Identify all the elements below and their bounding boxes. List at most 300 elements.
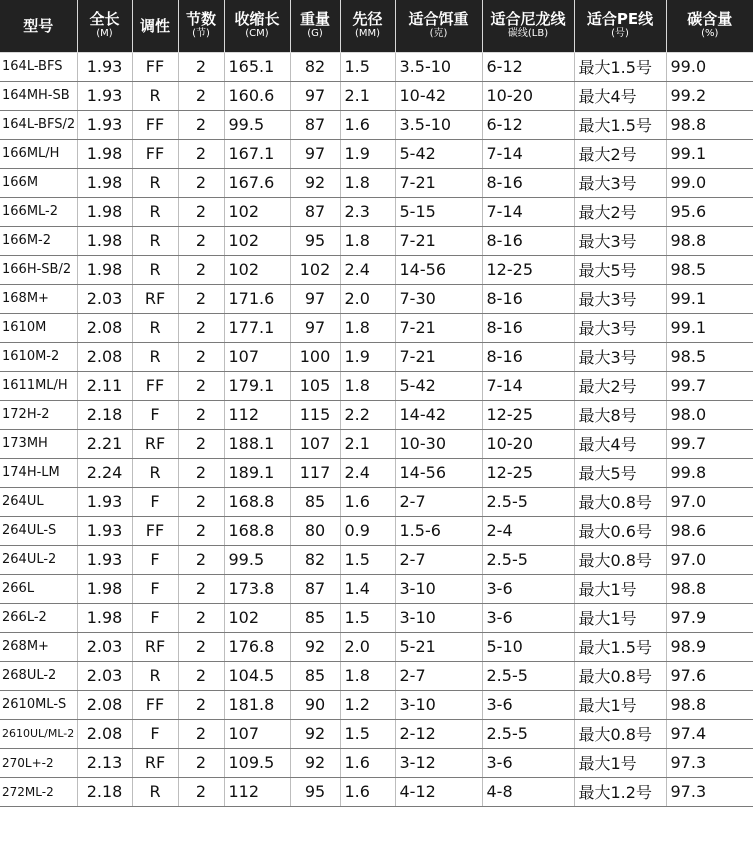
cell-carbon-content: 97.3: [666, 777, 753, 806]
cell-weight: 87: [290, 197, 340, 226]
cell-closed-length: 173.8: [224, 574, 290, 603]
cell-closed-length: 167.1: [224, 139, 290, 168]
cell-weight: 97: [290, 313, 340, 342]
cell-model: 174H-LM: [0, 458, 77, 487]
cell-lure-weight: 10-42: [395, 81, 482, 110]
cell-total-length: 1.93: [77, 516, 132, 545]
cell-nylon-line: 3-6: [482, 690, 574, 719]
cell-action: RF: [132, 284, 178, 313]
cell-action: R: [132, 168, 178, 197]
cell-carbon-content: 97.0: [666, 545, 753, 574]
cell-model: 1610M: [0, 313, 77, 342]
cell-weight: 117: [290, 458, 340, 487]
header-label: 适合饵重: [408, 10, 469, 29]
cell-lure-weight: 3.5-10: [395, 52, 482, 81]
cell-lure-weight: 3-12: [395, 748, 482, 777]
cell-action: F: [132, 545, 178, 574]
cell-tip-diameter: 1.6: [340, 487, 395, 516]
cell-sections: 2: [178, 574, 224, 603]
cell-total-length: 1.98: [77, 139, 132, 168]
cell-tip-diameter: 2.2: [340, 400, 395, 429]
cell-model: 166M: [0, 168, 77, 197]
cell-total-length: 1.93: [77, 81, 132, 110]
cell-weight: 95: [290, 777, 340, 806]
cell-lure-weight: 5-42: [395, 139, 482, 168]
cell-pe-line: 最大1.5号: [574, 632, 666, 661]
cell-tip-diameter: 1.6: [340, 777, 395, 806]
header-unit: (M): [96, 28, 113, 40]
cell-pe-line: 最大1.5号: [574, 52, 666, 81]
table-row: [0, 574, 753, 603]
cell-model: 166ML-2: [0, 197, 77, 226]
cell-lure-weight: 3.5-10: [395, 110, 482, 139]
cell-weight: 97: [290, 284, 340, 313]
table-row: [0, 545, 753, 574]
cell-sections: 2: [178, 168, 224, 197]
cell-carbon-content: 99.0: [666, 168, 753, 197]
cell-weight: 85: [290, 603, 340, 632]
cell-carbon-content: 98.5: [666, 255, 753, 284]
cell-total-length: 2.08: [77, 342, 132, 371]
cell-nylon-line: 3-6: [482, 574, 574, 603]
cell-weight: 85: [290, 487, 340, 516]
cell-model: 2610ML-S: [0, 690, 77, 719]
cell-nylon-line: 2.5-5: [482, 661, 574, 690]
cell-sections: 2: [178, 545, 224, 574]
cell-carbon-content: 99.8: [666, 458, 753, 487]
header-weight: [290, 0, 340, 52]
cell-nylon-line: 10-20: [482, 81, 574, 110]
cell-closed-length: 112: [224, 777, 290, 806]
cell-lure-weight: 5-42: [395, 371, 482, 400]
cell-pe-line: 最大2号: [574, 371, 666, 400]
table-row: [0, 284, 753, 313]
cell-lure-weight: 14-42: [395, 400, 482, 429]
cell-tip-diameter: 1.8: [340, 371, 395, 400]
cell-carbon-content: 98.9: [666, 632, 753, 661]
header-sections: [178, 0, 224, 52]
cell-sections: 2: [178, 661, 224, 690]
cell-total-length: 1.93: [77, 487, 132, 516]
cell-total-length: 2.18: [77, 777, 132, 806]
cell-tip-diameter: 1.2: [340, 690, 395, 719]
cell-nylon-line: 12-25: [482, 458, 574, 487]
header-unit: (节): [192, 28, 210, 40]
cell-weight: 82: [290, 52, 340, 81]
table-row: [0, 168, 753, 197]
cell-model: 172H-2: [0, 400, 77, 429]
cell-action: RF: [132, 632, 178, 661]
cell-model: 164L-BFS/2: [0, 110, 77, 139]
cell-action: F: [132, 487, 178, 516]
table-row: [0, 342, 753, 371]
cell-model: 166ML/H: [0, 139, 77, 168]
cell-lure-weight: 3-10: [395, 603, 482, 632]
cell-tip-diameter: 1.9: [340, 139, 395, 168]
cell-carbon-content: 99.1: [666, 284, 753, 313]
cell-sections: 2: [178, 719, 224, 748]
cell-pe-line: 最大3号: [574, 168, 666, 197]
cell-lure-weight: 14-56: [395, 255, 482, 284]
table-row: [0, 458, 753, 487]
cell-carbon-content: 98.5: [666, 342, 753, 371]
header-action: [132, 0, 178, 52]
cell-action: FF: [132, 52, 178, 81]
header-label: 适合PE线: [586, 10, 654, 29]
cell-pe-line: 最大0.6号: [574, 516, 666, 545]
cell-sections: 2: [178, 458, 224, 487]
cell-total-length: 1.93: [77, 110, 132, 139]
cell-lure-weight: 7-21: [395, 313, 482, 342]
table-row: [0, 661, 753, 690]
cell-total-length: 2.18: [77, 400, 132, 429]
cell-tip-diameter: 1.6: [340, 110, 395, 139]
cell-pe-line: 最大3号: [574, 284, 666, 313]
cell-nylon-line: 12-25: [482, 400, 574, 429]
table-row: [0, 110, 753, 139]
cell-model: 1611ML/H: [0, 371, 77, 400]
cell-weight: 100: [290, 342, 340, 371]
cell-sections: 2: [178, 748, 224, 777]
table-row: [0, 371, 753, 400]
cell-tip-diameter: 2.1: [340, 81, 395, 110]
cell-sections: 2: [178, 371, 224, 400]
cell-closed-length: 168.8: [224, 487, 290, 516]
cell-lure-weight: 1.5-6: [395, 516, 482, 545]
cell-nylon-line: 7-14: [482, 139, 574, 168]
cell-action: F: [132, 603, 178, 632]
cell-pe-line: 最大1.5号: [574, 110, 666, 139]
cell-model: 168M+: [0, 284, 77, 313]
cell-tip-diameter: 2.0: [340, 632, 395, 661]
table-row: [0, 197, 753, 226]
cell-total-length: 2.11: [77, 371, 132, 400]
cell-sections: 2: [178, 197, 224, 226]
cell-tip-diameter: 0.9: [340, 516, 395, 545]
cell-action: R: [132, 197, 178, 226]
cell-lure-weight: 10-30: [395, 429, 482, 458]
cell-action: R: [132, 661, 178, 690]
cell-closed-length: 168.8: [224, 516, 290, 545]
cell-carbon-content: 95.6: [666, 197, 753, 226]
cell-lure-weight: 5-21: [395, 632, 482, 661]
cell-pe-line: 最大2号: [574, 197, 666, 226]
cell-model: 270L+-2: [0, 748, 77, 777]
cell-pe-line: 最大0.8号: [574, 661, 666, 690]
cell-model: 2610UL/ML-2: [0, 719, 77, 748]
header-unit: 碳线(LB): [507, 28, 549, 40]
header-label: 调性: [139, 16, 170, 35]
cell-action: FF: [132, 139, 178, 168]
cell-pe-line: 最大1号: [574, 748, 666, 777]
header-carbon-content: [666, 0, 753, 52]
cell-nylon-line: 8-16: [482, 342, 574, 371]
cell-model: 264UL-S: [0, 516, 77, 545]
cell-carbon-content: 98.6: [666, 516, 753, 545]
cell-sections: 2: [178, 255, 224, 284]
cell-action: F: [132, 574, 178, 603]
cell-tip-diameter: 1.5: [340, 52, 395, 81]
cell-lure-weight: 7-21: [395, 168, 482, 197]
cell-closed-length: 171.6: [224, 284, 290, 313]
cell-lure-weight: 2-7: [395, 661, 482, 690]
cell-tip-diameter: 2.4: [340, 255, 395, 284]
cell-carbon-content: 98.0: [666, 400, 753, 429]
cell-closed-length: 99.5: [224, 110, 290, 139]
cell-pe-line: 最大5号: [574, 255, 666, 284]
cell-weight: 115: [290, 400, 340, 429]
header-pe-line: [574, 0, 666, 52]
cell-closed-length: 107: [224, 719, 290, 748]
cell-closed-length: 181.8: [224, 690, 290, 719]
cell-action: RF: [132, 748, 178, 777]
cell-carbon-content: 97.6: [666, 661, 753, 690]
cell-sections: 2: [178, 516, 224, 545]
cell-tip-diameter: 1.8: [340, 226, 395, 255]
cell-pe-line: 最大5号: [574, 458, 666, 487]
cell-weight: 92: [290, 748, 340, 777]
cell-lure-weight: 14-56: [395, 458, 482, 487]
cell-sections: 2: [178, 110, 224, 139]
cell-action: R: [132, 342, 178, 371]
cell-nylon-line: 5-10: [482, 632, 574, 661]
cell-total-length: 1.98: [77, 255, 132, 284]
table-row: [0, 313, 753, 342]
cell-model: 173MH: [0, 429, 77, 458]
cell-lure-weight: 2-7: [395, 487, 482, 516]
cell-nylon-line: 4-8: [482, 777, 574, 806]
cell-sections: 2: [178, 603, 224, 632]
cell-action: R: [132, 81, 178, 110]
cell-nylon-line: 8-16: [482, 313, 574, 342]
cell-nylon-line: 2.5-5: [482, 545, 574, 574]
cell-weight: 87: [290, 574, 340, 603]
cell-nylon-line: 3-6: [482, 748, 574, 777]
cell-tip-diameter: 1.8: [340, 168, 395, 197]
cell-sections: 2: [178, 139, 224, 168]
cell-lure-weight: 7-30: [395, 284, 482, 313]
cell-nylon-line: 3-6: [482, 603, 574, 632]
header-label: 节数: [185, 10, 216, 29]
table-row: [0, 400, 753, 429]
cell-total-length: 1.93: [77, 545, 132, 574]
table-row: [0, 487, 753, 516]
cell-model: 166H-SB/2: [0, 255, 77, 284]
cell-closed-length: 104.5: [224, 661, 290, 690]
cell-sections: 2: [178, 81, 224, 110]
cell-carbon-content: 97.9: [666, 603, 753, 632]
cell-pe-line: 最大0.8号: [574, 545, 666, 574]
header-unit: (MM): [354, 28, 381, 40]
cell-model: 164L-BFS: [0, 52, 77, 81]
cell-total-length: 2.08: [77, 690, 132, 719]
header-tip-diameter: [340, 0, 395, 52]
cell-closed-length: 189.1: [224, 458, 290, 487]
cell-carbon-content: 99.1: [666, 139, 753, 168]
table-row: [0, 748, 753, 777]
cell-lure-weight: 3-10: [395, 574, 482, 603]
cell-closed-length: 109.5: [224, 748, 290, 777]
cell-total-length: 2.03: [77, 284, 132, 313]
cell-tip-diameter: 2.4: [340, 458, 395, 487]
cell-pe-line: 最大3号: [574, 226, 666, 255]
cell-tip-diameter: 1.4: [340, 574, 395, 603]
cell-total-length: 1.98: [77, 168, 132, 197]
header-label: 先径: [352, 10, 383, 29]
cell-action: R: [132, 226, 178, 255]
cell-pe-line: 最大0.8号: [574, 719, 666, 748]
cell-nylon-line: 2-4: [482, 516, 574, 545]
cell-total-length: 1.93: [77, 52, 132, 81]
cell-model: 166M-2: [0, 226, 77, 255]
cell-closed-length: 167.6: [224, 168, 290, 197]
cell-action: R: [132, 313, 178, 342]
cell-carbon-content: 97.4: [666, 719, 753, 748]
cell-nylon-line: 6-12: [482, 52, 574, 81]
cell-action: FF: [132, 516, 178, 545]
cell-sections: 2: [178, 400, 224, 429]
cell-weight: 92: [290, 719, 340, 748]
cell-pe-line: 最大1号: [574, 690, 666, 719]
cell-nylon-line: 10-20: [482, 429, 574, 458]
cell-action: F: [132, 400, 178, 429]
cell-total-length: 1.98: [77, 603, 132, 632]
table-row: [0, 139, 753, 168]
cell-action: FF: [132, 110, 178, 139]
cell-sections: 2: [178, 342, 224, 371]
cell-closed-length: 176.8: [224, 632, 290, 661]
cell-weight: 87: [290, 110, 340, 139]
header-unit: (克): [429, 28, 448, 40]
cell-sections: 2: [178, 632, 224, 661]
cell-tip-diameter: 1.9: [340, 342, 395, 371]
cell-sections: 2: [178, 487, 224, 516]
header-row: [0, 0, 753, 52]
cell-model: 164MH-SB: [0, 81, 77, 110]
cell-model: 266L: [0, 574, 77, 603]
cell-closed-length: 107: [224, 342, 290, 371]
cell-nylon-line: 12-25: [482, 255, 574, 284]
cell-pe-line: 最大2号: [574, 139, 666, 168]
header-lure-weight: [395, 0, 482, 52]
header-label: 型号: [23, 16, 54, 35]
cell-carbon-content: 99.0: [666, 52, 753, 81]
cell-weight: 82: [290, 545, 340, 574]
cell-total-length: 2.08: [77, 313, 132, 342]
cell-closed-length: 112: [224, 400, 290, 429]
cell-carbon-content: 99.2: [666, 81, 753, 110]
table-row: [0, 632, 753, 661]
cell-total-length: 1.98: [77, 574, 132, 603]
header-label: 碳含量: [687, 10, 733, 29]
cell-closed-length: 179.1: [224, 371, 290, 400]
cell-pe-line: 最大1.2号: [574, 777, 666, 806]
cell-weight: 95: [290, 226, 340, 255]
cell-action: F: [132, 719, 178, 748]
cell-model: 268M+: [0, 632, 77, 661]
cell-total-length: 2.03: [77, 632, 132, 661]
cell-nylon-line: 2.5-5: [482, 719, 574, 748]
cell-pe-line: 最大4号: [574, 429, 666, 458]
cell-weight: 102: [290, 255, 340, 284]
cell-tip-diameter: 1.5: [340, 603, 395, 632]
table-row: [0, 777, 753, 806]
cell-action: FF: [132, 371, 178, 400]
cell-tip-diameter: 1.6: [340, 748, 395, 777]
cell-total-length: 1.98: [77, 226, 132, 255]
cell-nylon-line: 7-14: [482, 197, 574, 226]
cell-lure-weight: 2-7: [395, 545, 482, 574]
cell-sections: 2: [178, 313, 224, 342]
cell-pe-line: 最大8号: [574, 400, 666, 429]
table-row: [0, 719, 753, 748]
cell-action: RF: [132, 429, 178, 458]
cell-sections: 2: [178, 690, 224, 719]
cell-action: R: [132, 255, 178, 284]
cell-total-length: 2.13: [77, 748, 132, 777]
cell-weight: 92: [290, 168, 340, 197]
cell-tip-diameter: 1.5: [340, 719, 395, 748]
cell-carbon-content: 98.8: [666, 110, 753, 139]
cell-model: 1610M-2: [0, 342, 77, 371]
cell-closed-length: 102: [224, 197, 290, 226]
cell-sections: 2: [178, 226, 224, 255]
header-unit: (G): [307, 28, 323, 40]
header-closed-length: [224, 0, 290, 52]
table-body: [0, 52, 753, 806]
cell-tip-diameter: 1.5: [340, 545, 395, 574]
cell-closed-length: 102: [224, 603, 290, 632]
cell-action: R: [132, 777, 178, 806]
cell-nylon-line: 2.5-5: [482, 487, 574, 516]
cell-tip-diameter: 2.0: [340, 284, 395, 313]
cell-lure-weight: 5-15: [395, 197, 482, 226]
cell-action: FF: [132, 690, 178, 719]
cell-model: 268UL-2: [0, 661, 77, 690]
header-total-length: [77, 0, 132, 52]
table-row: [0, 81, 753, 110]
cell-closed-length: 99.5: [224, 545, 290, 574]
table-row: [0, 226, 753, 255]
cell-nylon-line: 6-12: [482, 110, 574, 139]
cell-weight: 92: [290, 632, 340, 661]
header-unit: (号): [611, 28, 629, 40]
cell-model: 266L-2: [0, 603, 77, 632]
cell-sections: 2: [178, 284, 224, 313]
cell-pe-line: 最大1号: [574, 603, 666, 632]
header-unit: (%): [701, 28, 719, 40]
cell-closed-length: 177.1: [224, 313, 290, 342]
cell-sections: 2: [178, 52, 224, 81]
cell-weight: 97: [290, 81, 340, 110]
cell-pe-line: 最大3号: [574, 313, 666, 342]
table-row: [0, 429, 753, 458]
cell-pe-line: 最大1号: [574, 574, 666, 603]
table-row: [0, 603, 753, 632]
table-row: [0, 255, 753, 284]
cell-nylon-line: 8-16: [482, 168, 574, 197]
cell-carbon-content: 97.0: [666, 487, 753, 516]
cell-tip-diameter: 2.3: [340, 197, 395, 226]
cell-closed-length: 102: [224, 226, 290, 255]
cell-model: 264UL: [0, 487, 77, 516]
cell-total-length: 2.24: [77, 458, 132, 487]
header-label: 收缩长: [234, 10, 280, 29]
cell-weight: 80: [290, 516, 340, 545]
cell-closed-length: 165.1: [224, 52, 290, 81]
header-model: [0, 0, 77, 52]
cell-nylon-line: 7-14: [482, 371, 574, 400]
